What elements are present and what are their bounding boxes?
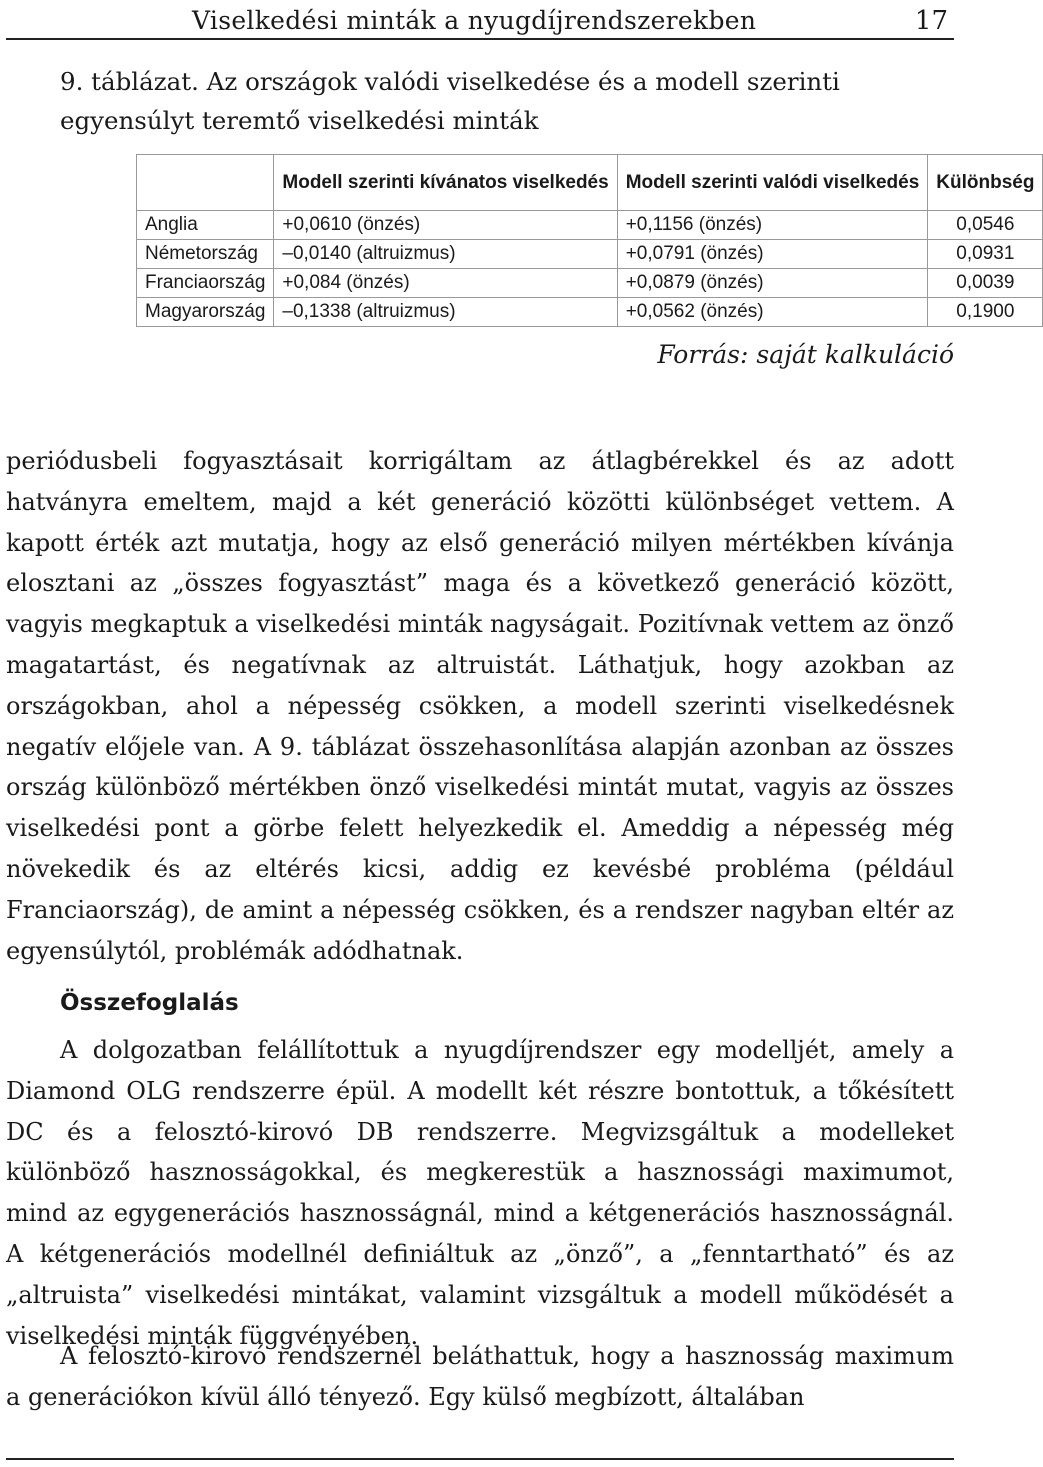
summary-paragraph: A dolgozatban felállítottuk a nyugdíjrendszer egy modelljét, amely a Diamond OLG rendszerre épül. A modellt két részre bontottuk, a tőkésített DC és a felosztó-kirovó DB rendszerre. Megvizsgáltuk a modelleket különböző hasznosságokkal, és megkerestük a hasznossági maximumot, mind az egygenerációs hasznosságnál, mind a kétgenerációs hasznosságnál. A kétgenerációs modellnél definiáltuk az „önző”, a „fenntartható” és az „altruista” viselkedési mintákat, valamint vizsgáltuk a modell működését a viselkedési minták függvényében.	[6, 1036, 954, 1350]
table-source: Forrás: saját kalkuláció	[657, 340, 954, 369]
footer-rule	[6, 1458, 954, 1460]
table-row	[137, 269, 1043, 298]
table-cell-country: Franciaország	[137, 269, 274, 298]
table-cell-difference: 0,1900	[928, 298, 1043, 327]
body-paragraph: periódusbeli fogyasztásait korrigáltam az átlagbérekkel és az adott hatványra emeltem, majd a két generáció közötti különbséget vettem. A kapott érték azt mutatja, hogy az első generáció milyen mértékben kívánja elosztani az „összes fogyasztást” maga és a következő generáció között, vagyis megkaptuk a viselkedési minták nagyságait. Pozitívnak vettem az önző magatartást, és negatívnak az altruistát. Láthatjuk, hogy azokban az országokban, ahol a népesség csökken, a modell szerinti viselkedésnek negatív előjele van. A 9. táblázat összehasonlítása alapján azonban az összes ország különböző mértékben önző viselkedési mintát mutat, vagyis az összes viselkedési pont a görbe felett helyezkedik el. Ameddig a népesség még növekedik és az eltérés kicsi, addig ez kevésbé probléma (például Franciaország), de amint a népesség csökken, és a rendszer nagyban eltér az egyensúlytól, problémák adódhatnak.	[6, 447, 954, 965]
table-cell-country: Németország	[137, 240, 274, 269]
page-number: 17	[914, 6, 948, 36]
table-header-desired: Modell szerinti kívánatos viselkedés	[274, 155, 617, 211]
section-title: Összefoglalás	[60, 990, 239, 1016]
table-header-difference: Különbség	[928, 155, 1043, 211]
table-cell-real: +0,0562 (önzés)	[617, 298, 928, 327]
running-title: Viselkedési minták a nyugdíjrendszerekben	[192, 6, 757, 35]
table-header-corner	[137, 155, 274, 211]
table-cell-real: +0,0879 (önzés)	[617, 269, 928, 298]
table-cell-desired: +0,084 (önzés)	[274, 269, 617, 298]
table-header-real: Modell szerinti valódi viselkedés	[617, 155, 928, 211]
table-cell-desired: +0,0610 (önzés)	[274, 211, 617, 240]
table-cell-real: +0,1156 (önzés)	[617, 211, 928, 240]
table-cell-difference: 0,0546	[928, 211, 1043, 240]
table-cell-desired: –0,0140 (altruizmus)	[274, 240, 617, 269]
table-cell-real: +0,0791 (önzés)	[617, 240, 928, 269]
table-cell-difference: 0,0931	[928, 240, 1043, 269]
running-header	[6, 2, 954, 40]
table-cell-desired: –0,1338 (altruizmus)	[274, 298, 617, 327]
table-header-row	[137, 155, 1043, 211]
table-row	[137, 298, 1043, 327]
summary-paragraph-continued: A felosztó-kirovó rendszernél beláthattuk, hogy a hasznosság maximum a generációkon kívül álló tényező. Egy külső megbízott, általában	[6, 1342, 954, 1411]
table-row	[137, 211, 1043, 240]
table-cell-country: Anglia	[137, 211, 274, 240]
table-cell-country: Magyarország	[137, 298, 274, 327]
table-cell-difference: 0,0039	[928, 269, 1043, 298]
table-row	[137, 240, 1043, 269]
data-table	[136, 154, 1043, 327]
table-caption: 9. táblázat. Az országok valódi viselkedése és a modell szerinti egyensúlyt teremtő viselkedési minták	[60, 67, 840, 135]
